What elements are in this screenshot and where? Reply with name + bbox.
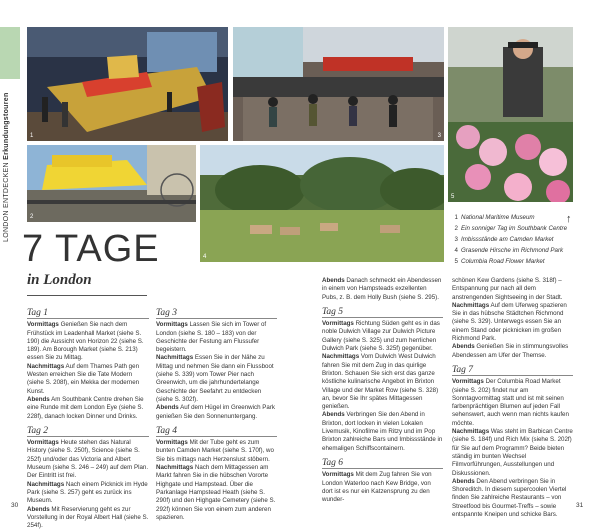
caption-number: 5	[454, 258, 458, 265]
day-paragraph	[27, 321, 149, 421]
day-heading: Tag 5	[322, 308, 443, 318]
photo-number: 5	[451, 194, 455, 200]
day-text: Mit dem Zug fahren Sie von London Waterloo nach Kew Bridge, von dort ist es nur ein Katzensprung zu den wunder-	[322, 471, 432, 504]
time-label: Vormittags	[156, 439, 188, 447]
photo-number: 1	[30, 133, 34, 139]
column-4	[452, 277, 573, 519]
chapter-side-tab	[0, 27, 20, 242]
column-2	[156, 303, 277, 522]
caption-number: 2	[454, 225, 458, 232]
day-text: Den Abend verbringen Sie in Shoreditch. In diesem supercoolen Viertel finden Sie zahlreiche Restaurants – von Streetfood bis Gourmet-Treffs – sowie entspannte Kneipen und schicke Bars.	[452, 477, 567, 519]
column-1	[27, 303, 149, 530]
day-text: Mit Reservierung geht es zur Vorstellung in der Royal Albert Hall (siehe S. 254f).	[27, 505, 149, 530]
day-paragraph	[322, 471, 443, 504]
time-label: Abends	[156, 404, 179, 412]
day-text: Verbringen Sie den Abend in Brixton, dort locken in vielen Lokalen Livemusik, Kinofilme im Ritzy und im Pop Brixton zahlreiche Bars und Imbissstände in ehemaligen Schiffscontainern.	[322, 411, 443, 452]
day-text: schönen Kew Gardens (siehe S. 318f) – Entspannung pur nach all dem anstrengenden Sightseeing in der Stadt.	[452, 277, 563, 301]
side-tab-label	[3, 92, 10, 242]
day-paragraph	[156, 321, 277, 421]
side-tab-color-block	[0, 27, 20, 79]
time-label: Nachmittags	[452, 428, 490, 436]
side-tab-section: LONDON ENTDECKEN	[3, 162, 10, 242]
caption-number: 3	[454, 236, 458, 243]
time-label: Abends	[322, 277, 345, 284]
day-heading: Tag 4	[156, 427, 277, 437]
time-label: Nachmittags	[156, 464, 194, 472]
title-divider	[27, 295, 147, 296]
time-label: Vormittags	[322, 320, 354, 328]
day-text: Auf dem Uferweg spazieren Sie in das hübsche Städtchen Richmond (siehe S. 329). Unterwegs essen Sie an einem Stand oder picknicken im großen Richmond Park.	[452, 301, 567, 343]
day-paragraph	[27, 439, 149, 530]
day-heading: Tag 7	[452, 366, 573, 376]
day-text: Lassen Sie sich im Tower of London (siehe S. 180 – 183) von der Geschichte der Festung am Flussufer begeistern.	[156, 321, 267, 354]
page-title: 7 TAGE	[22, 228, 160, 270]
time-label: Nachmittags	[156, 354, 194, 362]
caption-row	[448, 245, 578, 256]
day-paragraph	[156, 439, 277, 522]
page-number-left: 30	[11, 502, 19, 509]
time-label: Abends	[27, 395, 50, 403]
caption-row	[448, 234, 578, 245]
day-text: Essen Sie in der Nähe zu Mittag und nehmen Sie dann ein Flussboot (siehe S. 339) vom Tower Pier nach Greenwich, um die jahrhundertelange Geschichte der Seefahrt zu entdecken (siehe S. 302f).	[156, 354, 274, 403]
caption-number: 4	[454, 247, 458, 254]
time-label: Vormittags	[27, 321, 59, 329]
caption-text: Imbissstände am Camden Market	[461, 236, 554, 243]
caption-row	[448, 212, 578, 223]
time-label: Nachmittags	[322, 353, 360, 361]
caption-text: National Maritime Museum	[461, 214, 535, 221]
page-subtitle: in London	[27, 272, 92, 288]
day-paragraph	[452, 378, 573, 519]
day-heading: Tag 2	[27, 427, 149, 437]
caption-text: Ein sonniger Tag im Southbank Centre	[461, 225, 568, 232]
caption-text: Columbia Road Flower Market	[461, 258, 545, 265]
day-heading: Tag 6	[322, 459, 443, 469]
time-label: Vormittags	[156, 321, 188, 329]
day-text: Genießen Sie nach dem Frühstück im Leadenhall Market (siehe S. 190) die Aussicht von Horizon 22 (siehe S. 189). Am Borough Market (siehe S. 213) essen Sie zu Mittag.	[27, 321, 144, 362]
time-label: Nachmittags	[452, 301, 490, 309]
side-tab-chapter: Erkundungstouren	[3, 92, 10, 160]
day-text: Richtung Süden geht es in das noble Dulwich Village zur Dulwich Picture Gallery (siehe S. 325) und zum herrlichen Dulwich Park (siehe S. 325f) gegenüber.	[322, 320, 440, 353]
day-text: Nach einem Picknick im Hyde Park (siehe S. 257) geht es zurück ins Museum.	[27, 480, 148, 505]
day-text: Auf dem Thames Path gen Westen erreichen Sie die Tate Modern (siehe S. 208f), ein Mekka der modernen Kunst.	[27, 362, 140, 395]
day-paragraph	[322, 277, 443, 302]
page-number-right: 31	[576, 502, 584, 509]
time-label: Nachmittags	[27, 362, 65, 370]
photo-number: 4	[203, 254, 207, 260]
day-heading: Tag 3	[156, 309, 277, 319]
column-3	[322, 277, 443, 504]
day-paragraph	[452, 277, 573, 360]
day-paragraph	[322, 320, 443, 453]
time-label: Vormittags	[27, 439, 59, 447]
time-label: Abends	[452, 343, 475, 351]
day-text: Der Columbia Road Market (siehe S. 202) findet nur am Sonntagvormittag statt und ist mit seinen farbenprächtigen Blumen auf jeden Fall sehenswert, auch wenn man nichts kaufen möchte.	[452, 378, 569, 427]
day-text: Was steht im Barbican Centre (siehe S. 184f) und Rich Mix (siehe S. 202f) für Sie auf dem Programm? Beide bieten ständig im bunten Wechsel Filmvorführungen, Ausstellungen und Diskussionen.	[452, 428, 573, 477]
time-label: Abends	[322, 411, 345, 419]
caption-text: Grasende Hirsche im Richmond Park	[461, 247, 564, 254]
time-label: Vormittags	[322, 471, 354, 479]
day-text: Am Southbank Centre drehen Sie eine Runde mit dem London Eye (siehe S. 228f), danach locken Dinner und Drinks.	[27, 395, 144, 420]
day-heading: Tag 1	[27, 309, 149, 319]
time-label: Abends	[452, 477, 475, 485]
photo-camden-market	[233, 27, 444, 141]
time-label: Abends	[27, 505, 50, 513]
day-text: Vom Dulwich West Dulwich fahren Sie mit dem Zug in das quirlige Brixton. Schauen Sie sich erst das ganze köstliche kulinarische Angebot im Brixton Village und der Market Row (siehe S. 328) an, bevor Sie Ihr spätes Mittagessen genießen.	[322, 353, 439, 411]
caption-row	[448, 256, 578, 267]
day-text: Genießen Sie in stimmungsvolles Abendessen am Ufer der Themse.	[452, 343, 569, 359]
caption-row	[448, 223, 578, 234]
arrow-up-icon: ↑	[566, 213, 572, 225]
day-text: Heute stehen das Natural History (siehe S. 250f), Science (siehe S. 252f) und/oder das Victoria and Albert Museum (siehe S. 246 – 249) auf dem Plan. Der Eintritt ist frei.	[27, 439, 149, 480]
photo-captions	[448, 212, 578, 267]
photo-richmond-park	[200, 145, 444, 262]
photo-flower-market	[448, 27, 573, 202]
photo-number: 3	[437, 133, 441, 139]
day-text: Nach dem Mittagessen am Markt fahren Sie in die hübschen Vororte Highgate und Hampstead. Über die Parkanlage Hampstead Heath (siehe S. 290f) und den Highgate Cemetery (siehe S. 292f) können Sie von einem zum anderen spazieren.	[156, 464, 276, 521]
photo-number: 2	[30, 214, 34, 220]
photo-southbank-centre	[27, 145, 196, 222]
time-label: Nachmittags	[27, 480, 65, 488]
day-text: Mit der Tube geht es zum bunten Camden Market (siehe S. 170f), wo Sie bis mittags nach Herzenslust stöbern.	[156, 439, 274, 463]
photo-maritime-museum	[27, 27, 228, 141]
day-text: Auf dem Hügel im Greenwich Park genießen Sie den Sonnenuntergang.	[156, 404, 275, 420]
day-text: Danach schmeckt ein Abendessen in einem von Hampsteads exzellenten Pubs, z. B. dem Holly Bush (siehe S. 295).	[322, 277, 442, 301]
time-label: Vormittags	[452, 378, 484, 386]
caption-number: 1	[454, 214, 458, 221]
